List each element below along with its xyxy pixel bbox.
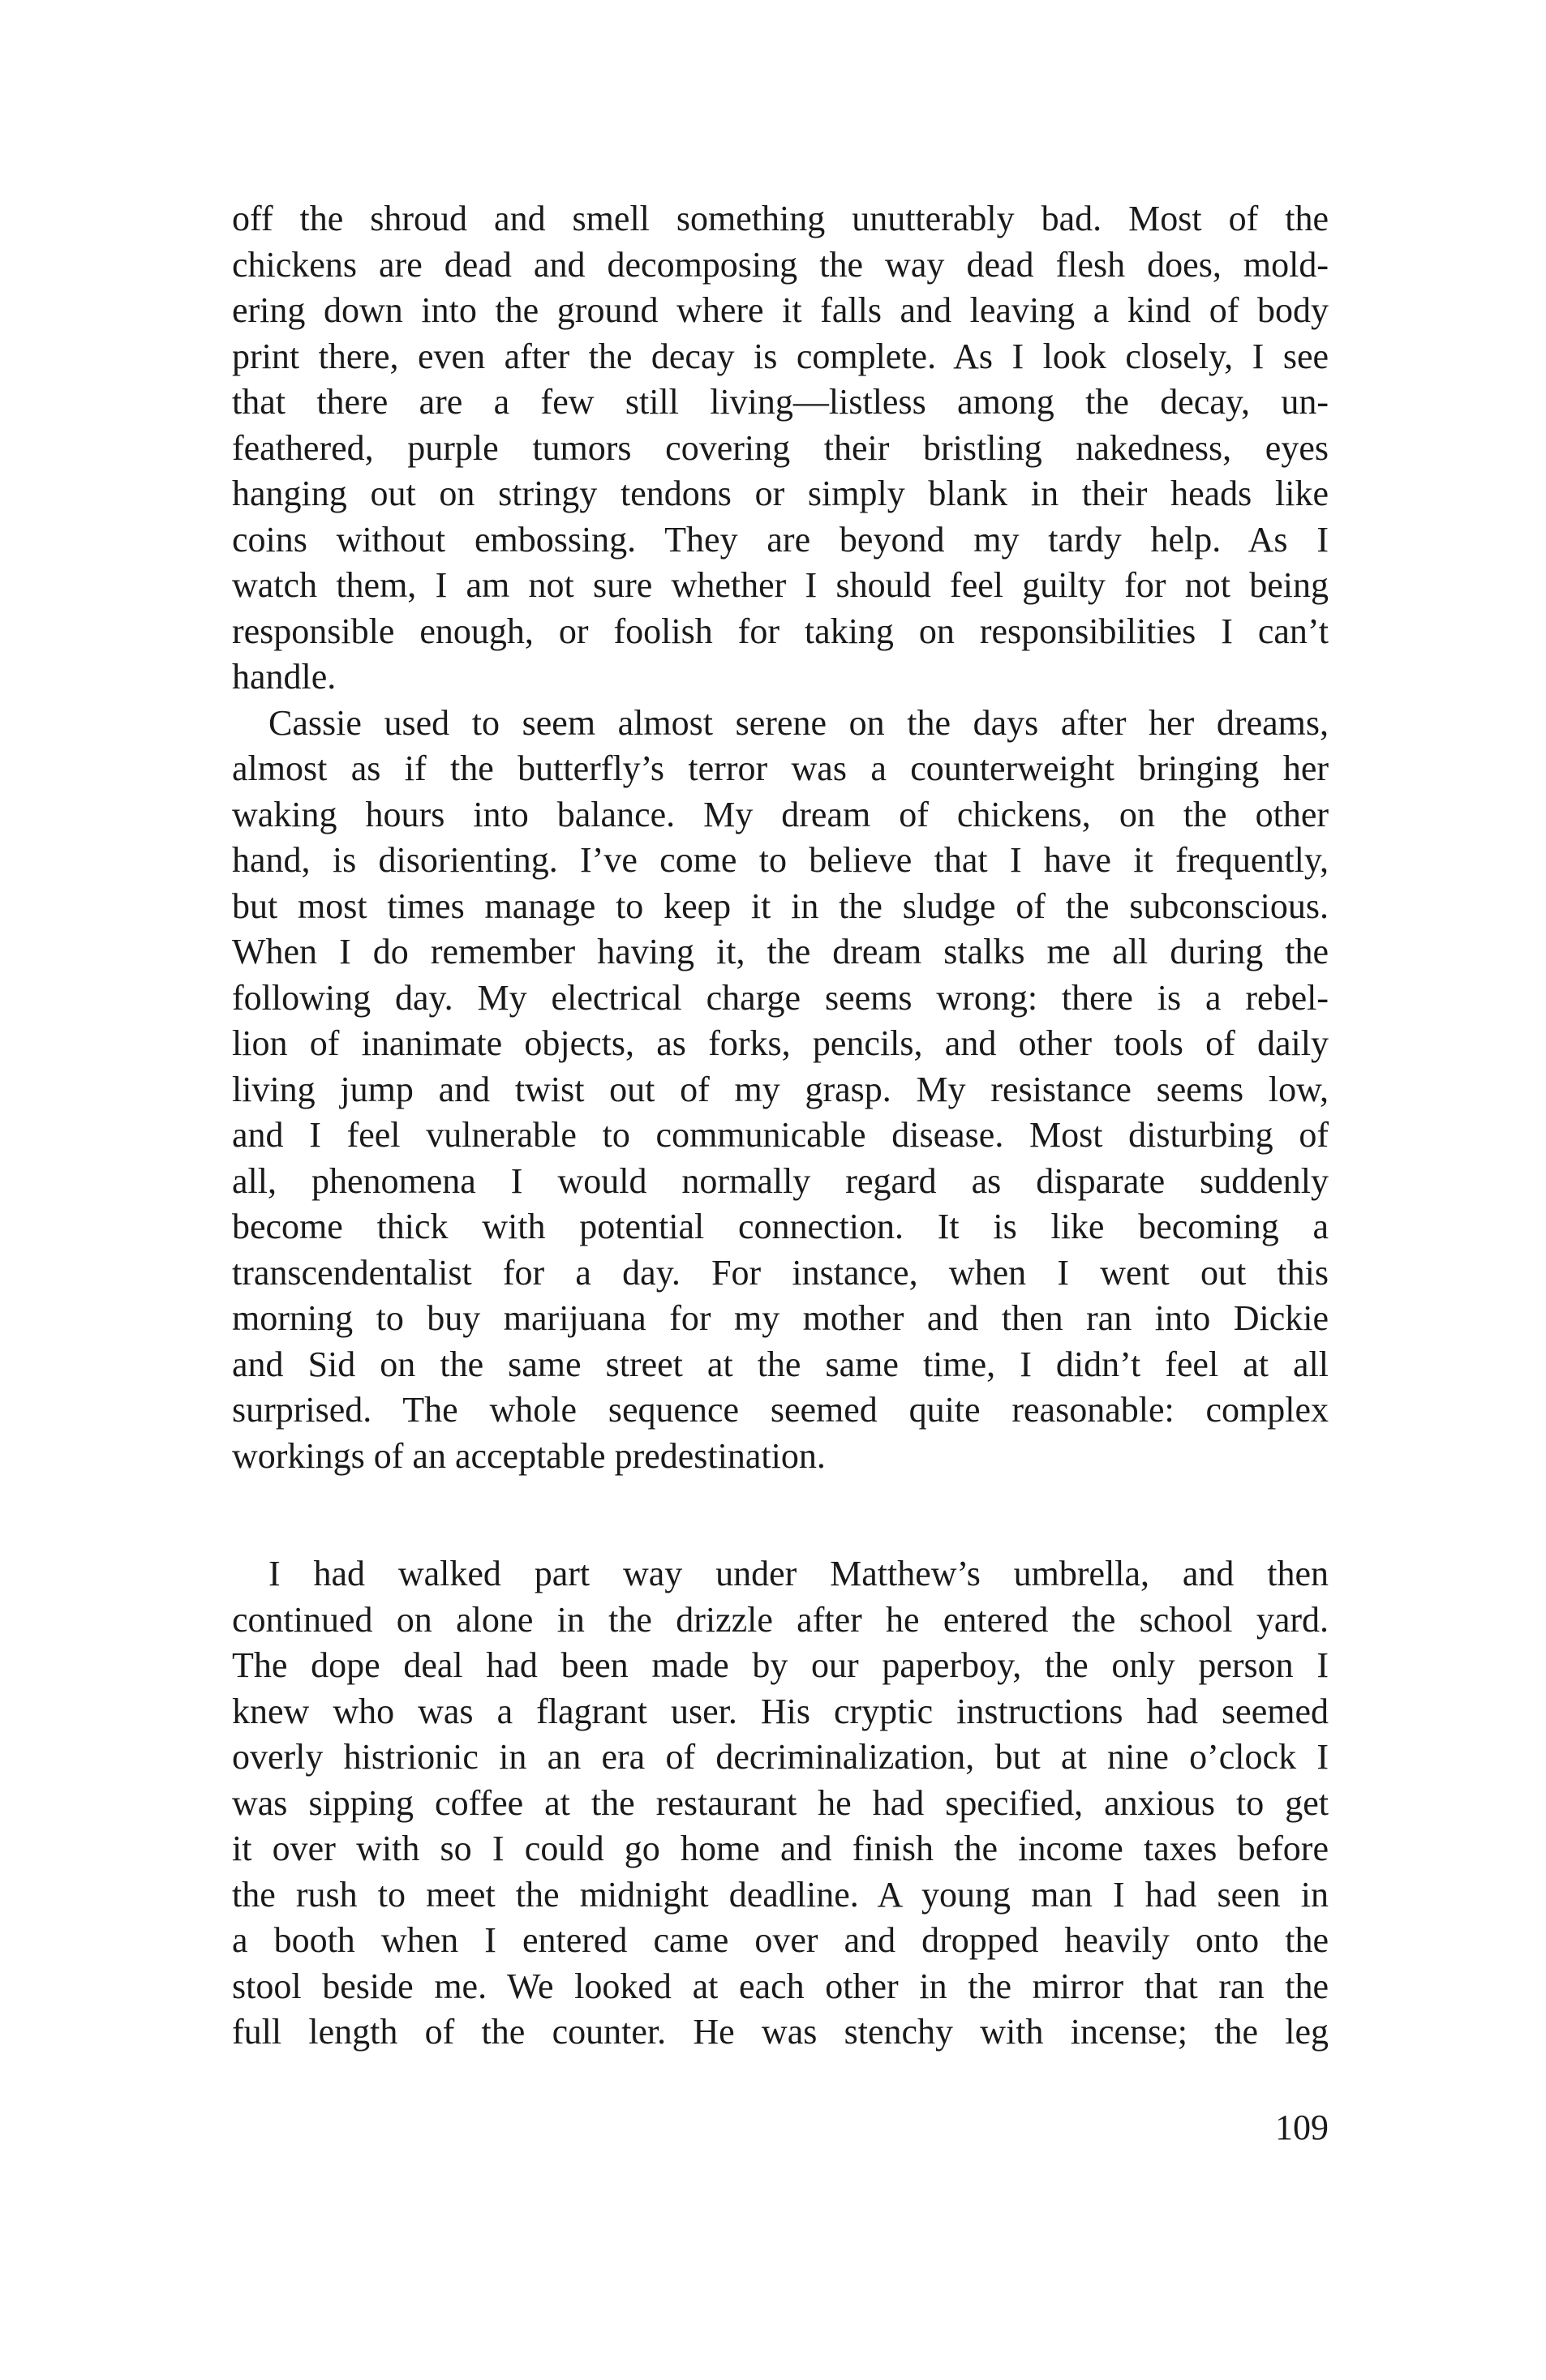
text-line: lion of inanimate objects, as forks, pencils, and other tools of daily (232, 1023, 1329, 1063)
text-line: living jump and twist out of my grasp. My resistance seems low, (232, 1069, 1329, 1109)
text-line: surprised. The whole sequence seemed quite reasonable: complex (232, 1390, 1329, 1430)
text-line: transcendentalist for a day. For instance, when I went out this (232, 1252, 1329, 1293)
text-line: off the shroud and smell something unutterably bad. Most of the (232, 199, 1329, 238)
text-line: watch them, I am not sure whether I should feel guilty for not being (232, 565, 1329, 605)
text-line: Cassie used to seem almost serene on the days after her dreams, (268, 702, 1329, 743)
text-line: the rush to meet the midnight deadline. A young man I had seen in (232, 1874, 1329, 1915)
text-line: that there are a few still living—listless among the decay, un- (232, 382, 1329, 422)
text-line: and Sid on the same street at the same time, I didn’t feel at all (232, 1344, 1329, 1384)
text-line: responsible enough, or foolish for taking on responsibilities I can’t (232, 611, 1329, 651)
text-line: a booth when I entered came over and dropped heavily onto the (232, 1920, 1329, 1960)
paragraph-1 (232, 196, 1329, 701)
text-line: print there, even after the decay is complete. As I look closely, I see (232, 336, 1329, 376)
text-line: handle. (232, 657, 337, 697)
text-line: When I do remember having it, the dream stalks me all during the (232, 932, 1329, 971)
page-number: 109 (1275, 2108, 1329, 2147)
text-line: almost as if the butterfly’s terror was a counterweight bringing her (232, 748, 1329, 788)
text-line: coins without embossing. They are beyond my tardy help. As I (232, 519, 1329, 560)
text-line: and I feel vulnerable to communicable disease. Most disturbing of (232, 1115, 1329, 1155)
text-line: continued on alone in the drizzle after he entered the school yard. (232, 1599, 1329, 1640)
text-line: overly histrionic in an era of decriminalization, but at nine o’clock I (232, 1737, 1329, 1777)
text-line: feathered, purple tumors covering their bristling nakedness, eyes (232, 427, 1329, 468)
text-section-1 (232, 196, 1329, 1479)
text-line: hand, is disorienting. I’ve come to believe that I have it frequently, (232, 840, 1329, 880)
paragraph-3 (232, 1551, 1329, 2056)
text-line: but most times manage to keep it in the sludge of the subconscious. (232, 886, 1329, 926)
paragraph-2 (232, 701, 1329, 1480)
text-line: morning to buy marijuana for my mother and then ran into Dickie (232, 1298, 1329, 1338)
text-line: all, phenomena I would normally regard as disparate suddenly (232, 1160, 1329, 1201)
text-line: knew who was a flagrant user. His cryptic instructions had seemed (232, 1691, 1329, 1731)
text-line: The dope deal had been made by our paperboy, the only person I (232, 1645, 1329, 1685)
text-line: hanging out on stringy tendons or simply blank in their heads like (232, 474, 1329, 513)
text-line: I had walked part way under Matthew’s umbrella, and then (268, 1554, 1329, 1593)
text-line: waking hours into balance. My dream of chickens, on the other (232, 794, 1329, 834)
text-line: following day. My electrical charge seems wrong: there is a rebel- (232, 977, 1329, 1018)
text-section-2 (232, 1551, 1329, 2056)
text-line: stool beside me. We looked at each other in the mirror that ran the (232, 1966, 1329, 2006)
text-line: become thick with potential connection. It is like becoming a (232, 1207, 1329, 1246)
text-line: workings of an acceptable predestination. (232, 1435, 826, 1476)
text-line: full length of the counter. He was stenchy with incense; the leg (232, 2012, 1329, 2052)
text-line: chickens are dead and decomposing the way dead flesh does, mold- (232, 244, 1329, 285)
text-line: it over with so I could go home and finish the income taxes before (232, 1829, 1329, 1868)
text-line: was sipping coffee at the restaurant he had specified, anxious to get (232, 1782, 1329, 1823)
text-line: ering down into the ground where it falls and leaving a kind of body (232, 290, 1329, 330)
